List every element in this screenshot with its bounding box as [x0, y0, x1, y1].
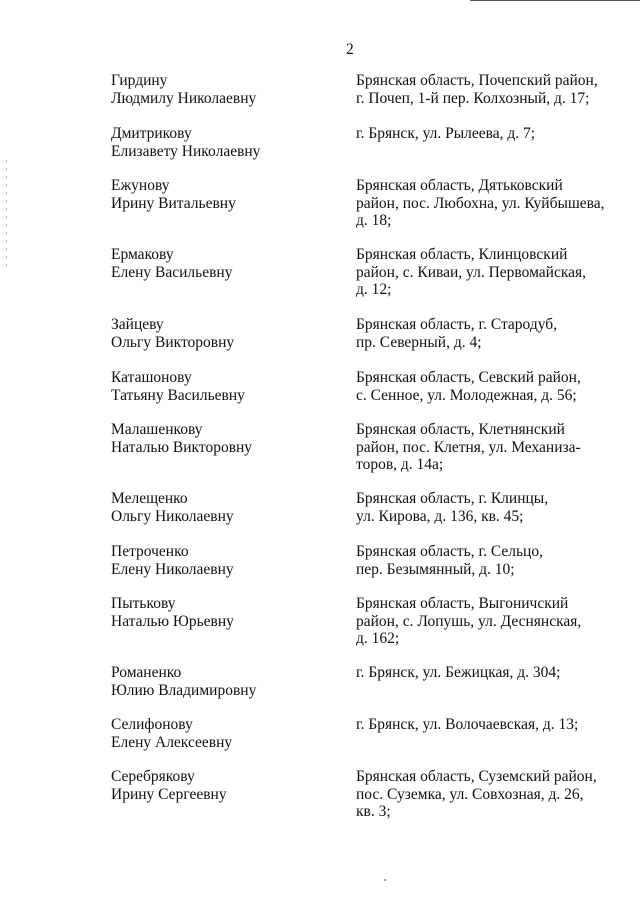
address-line: г. Брянск, ул. Бежицкая, д. 304; [356, 664, 561, 681]
address [356, 72, 626, 107]
address-line: район, пос. Любохна, ул. Куйбышева, [356, 194, 605, 212]
surname: Ермакову [111, 246, 174, 263]
person-name [111, 768, 341, 803]
address-line: д. 18; [356, 212, 392, 229]
given-names: Наталью Викторовну [111, 438, 253, 456]
address-line: Брянская область, г. Клинцы, [356, 490, 549, 507]
address [356, 595, 626, 648]
address-line: пос. Суземка, ул. Совхозная, д. 26, [356, 785, 584, 803]
given-names: Ирину Сергеевну [111, 785, 227, 803]
address [356, 490, 626, 525]
given-names: Татьяну Васильевну [111, 386, 245, 404]
address-line: г. Почеп, 1-й пер. Колхозный, д. 17; [356, 89, 590, 107]
address-line: пр. Северный, д. 4; [356, 333, 482, 351]
surname: Серебрякову [111, 768, 195, 785]
address [356, 716, 626, 734]
address [356, 177, 626, 230]
person-name [111, 595, 341, 630]
address-line: Брянская область, Клинцовский [356, 246, 568, 263]
given-names: Наталью Юрьевну [111, 612, 234, 630]
address [356, 768, 626, 821]
address-line: Брянская область, г. Стародуб, [356, 316, 558, 333]
address-line: Брянская область, Почепский район, [356, 72, 598, 89]
address-line: Брянская область, Клетнянский [356, 421, 565, 438]
address-line: Брянская область, Суземский район, [356, 768, 597, 785]
address-line: район, с. Лопушь, ул. Деснянская, [356, 612, 582, 630]
address-line: Брянская область, Севский район, [356, 369, 581, 386]
address-line: пер. Безымянный, д. 10; [356, 560, 515, 578]
person-name [111, 490, 341, 525]
person-name [111, 246, 341, 281]
scan-speck [384, 879, 386, 881]
given-names: Ольгу Николаевну [111, 507, 234, 525]
given-names: Юлию Владимировну [111, 681, 257, 699]
address [356, 316, 626, 351]
person-name [111, 369, 341, 404]
surname: Селифонову [111, 716, 193, 733]
surname: Дмитрикову [111, 125, 192, 142]
surname: Зайцеву [111, 316, 164, 333]
address-line: г. Брянск, ул. Рылеева, д. 7; [356, 125, 536, 142]
surname: Каташонову [111, 369, 192, 386]
address [356, 369, 626, 404]
person-name [111, 421, 341, 456]
surname: Пытькову [111, 595, 176, 612]
person-name [111, 125, 341, 160]
surname: Петроченко [111, 543, 189, 560]
address-line: Брянская область, Выгоничский [356, 595, 569, 612]
given-names: Елизавету Николаевну [111, 142, 261, 160]
address-line: Брянская область, г. Сельцо, [356, 543, 543, 560]
person-name [111, 664, 341, 699]
address-line: район, с. Киваи, ул. Первомайская, [356, 263, 587, 281]
person-name [111, 72, 341, 107]
surname: Малашенкову [111, 421, 203, 438]
address-line: район, пос. Клетня, ул. Механиза- [356, 438, 581, 456]
given-names: Ольгу Викторовну [111, 333, 235, 351]
address [356, 543, 626, 578]
person-name [111, 177, 341, 212]
address-line: с. Сенное, ул. Молодежная, д. 56; [356, 386, 577, 404]
address-line: д. 162; [356, 630, 400, 647]
address [356, 664, 626, 682]
surname: Романенко [111, 664, 182, 681]
page-number: 2 [346, 41, 354, 58]
person-name [111, 716, 341, 751]
given-names: Елену Васильевну [111, 263, 233, 281]
given-names: Ирину Витальевну [111, 194, 236, 212]
address [356, 246, 626, 299]
address-line: кв. 3; [356, 803, 391, 820]
surname: Гирдину [111, 72, 168, 89]
top-rule [470, 0, 640, 1]
surname: Ежунову [111, 177, 170, 194]
person-name [111, 316, 341, 351]
surname: Мелещенко [111, 490, 188, 507]
given-names: Людмилу Николаевну [111, 89, 257, 107]
given-names: Елену Николаевну [111, 560, 234, 578]
given-names: Елену Алексеевну [111, 733, 233, 751]
address-line: ул. Кирова, д. 136, кв. 45; [356, 507, 524, 525]
address [356, 421, 626, 474]
address [356, 125, 626, 143]
address-line: Брянская область, Дятьковский [356, 177, 563, 194]
address-line: г. Брянск, ул. Волочаевская, д. 13; [356, 716, 579, 733]
margin-scan-marks [6, 160, 8, 270]
address-line: торов, д. 14а; [356, 456, 444, 473]
address-line: д. 12; [356, 281, 392, 298]
person-name [111, 543, 341, 578]
